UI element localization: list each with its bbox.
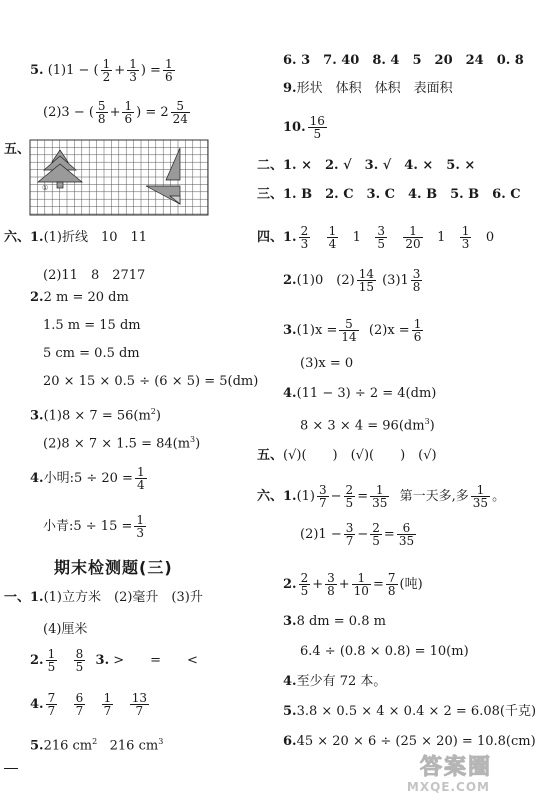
right-r14b: 6.4 ÷ (0.8 × 0.8) = 10(m): [300, 644, 469, 659]
right-r4: 二、1. × 2. √ 3. √ 4. × 5. ×: [257, 158, 476, 173]
left-q5-2: (2)3 − ( $\frac{5}{8}$ + $\frac{1}{6}$ ) = 2 $\frac{5}{24}$: [43, 99, 188, 126]
section-title: 期末检测题(三): [54, 558, 173, 577]
watermark-line2: MXQE.COM: [406, 780, 490, 794]
right-r5: 三、1. B 2. C 3. C 4. B 5. B 6. C: [257, 187, 521, 202]
left-q6-3b: $(2)8 \times 7 \times 1.5 = 84(m^3)$: [43, 435, 201, 452]
left-q5-1: 5. (1)1 − ( $\frac{1}{2}$ + $\frac{1}{3}$ ) = $\frac{1}{6}$: [30, 57, 173, 84]
right-r1: 6. 3 7. 40 8. 4 5 20 24 0. 8: [283, 53, 524, 68]
right-r11: 六、1.(1) $\frac{3}{7}$ − $\frac{2}{5}$ = $\frac{1}{35}$ 第一天多,多 $\frac{1}{35}$ 。: [257, 483, 506, 510]
right-r13: 2. $\frac{2}{5}$ + $\frac{3}{8}$ + $\frac{1}{10}$ = $\frac{7}{8}$ (吨): [283, 571, 423, 598]
triangle-small: [170, 196, 180, 204]
watermark-logo: [386, 748, 496, 798]
right-r15: 4.至少有 72 本。: [283, 674, 387, 689]
right-r12: (2)1 − $\frac{3}{7}$ − $\frac{2}{5}$ = $\frac{6}{35}$: [300, 521, 415, 548]
grid-mark: ①: [42, 184, 49, 192]
right-r9b: $8 \times 3 \times 4 = 96(dm^3)$: [300, 417, 435, 434]
right-r8: 3.(1)x = $\frac{5}{14}$ (2)x = $\frac{1}{6}$: [283, 317, 422, 344]
right-r14: 3.8 dm = 0.8 m: [283, 614, 386, 629]
right-r3: 10. $\frac{16}{5}$: [283, 114, 325, 141]
watermark-line1: 答案圈: [419, 755, 492, 780]
right-r17: 6.45 × 20 × 6 ÷ (25 × 20) = 10.8(cm): [283, 734, 536, 749]
left-s1-1: 一、1.(1)立方米 (2)毫升 (3)升: [4, 590, 203, 605]
left-s1-1b: (4)厘米: [43, 622, 88, 637]
left-s1-5: 5.216 $cm^2$ 216 $cm^3$: [30, 737, 164, 754]
right-r6: 四、1. $\frac{2}{3}$ $\frac{1}{4}$ 1 $\frac{3}{5}$ $\frac{1}{20}$ 1 $\frac{1}{3}$ 0: [257, 224, 495, 251]
left-q6-2: 2.2 m = 20 dm: [30, 290, 129, 305]
left-q6-4b: 小青:5 ÷ 15 = $\frac{1}{3}$: [43, 513, 145, 540]
bottom-divider: [4, 768, 18, 769]
left-q6-3: $3.(1)8 \times 7 = 56(m^2)$: [30, 407, 161, 424]
right-r8b: (3)x = 0: [300, 356, 354, 371]
right-r7: 2.(1)0 (2) $\frac{14}{15}$ (3)1 $\frac{3}{8}$: [283, 267, 421, 294]
left-q6-2b: 1.5 m = 15 dm: [43, 318, 141, 333]
section-5-label: 五、: [4, 142, 31, 157]
left-s1-4: 4. $\frac{7}{7}$ $\frac{6}{7}$ $\frac{1}{7}$ $\frac{13}{7}$: [30, 691, 147, 718]
right-r10: 五、(√)( ) (√)( ) (√): [257, 448, 437, 463]
triangle-upper: [166, 148, 180, 180]
grid-figure: [30, 140, 208, 215]
left-q6-1b: (2)11 8 2717: [43, 268, 146, 283]
right-r2: 9.形状 体积 体积 表面积: [283, 81, 453, 96]
left-s1-2: 2. $\frac{1}{5}$ $\frac{8}{5}$ 3. > = <: [30, 647, 198, 674]
right-r9: 4.(11 − 3) ÷ 2 = 4(dm): [283, 386, 437, 401]
left-q6-4: 4.小明:5 ÷ 20 = $\frac{1}{4}$: [30, 465, 145, 492]
left-q6-2c: 5 cm = 0.5 dm: [43, 346, 140, 361]
left-q6-2d: 20 × 15 × 0.5 ÷ (6 × 5) = 5(dm): [43, 374, 259, 389]
left-q6-1: 六、1.(1)折线 10 11: [4, 230, 148, 245]
right-r16: 5.3.8 × 0.5 × 4 × 0.4 × 2 = 6.08(千克): [283, 704, 536, 719]
